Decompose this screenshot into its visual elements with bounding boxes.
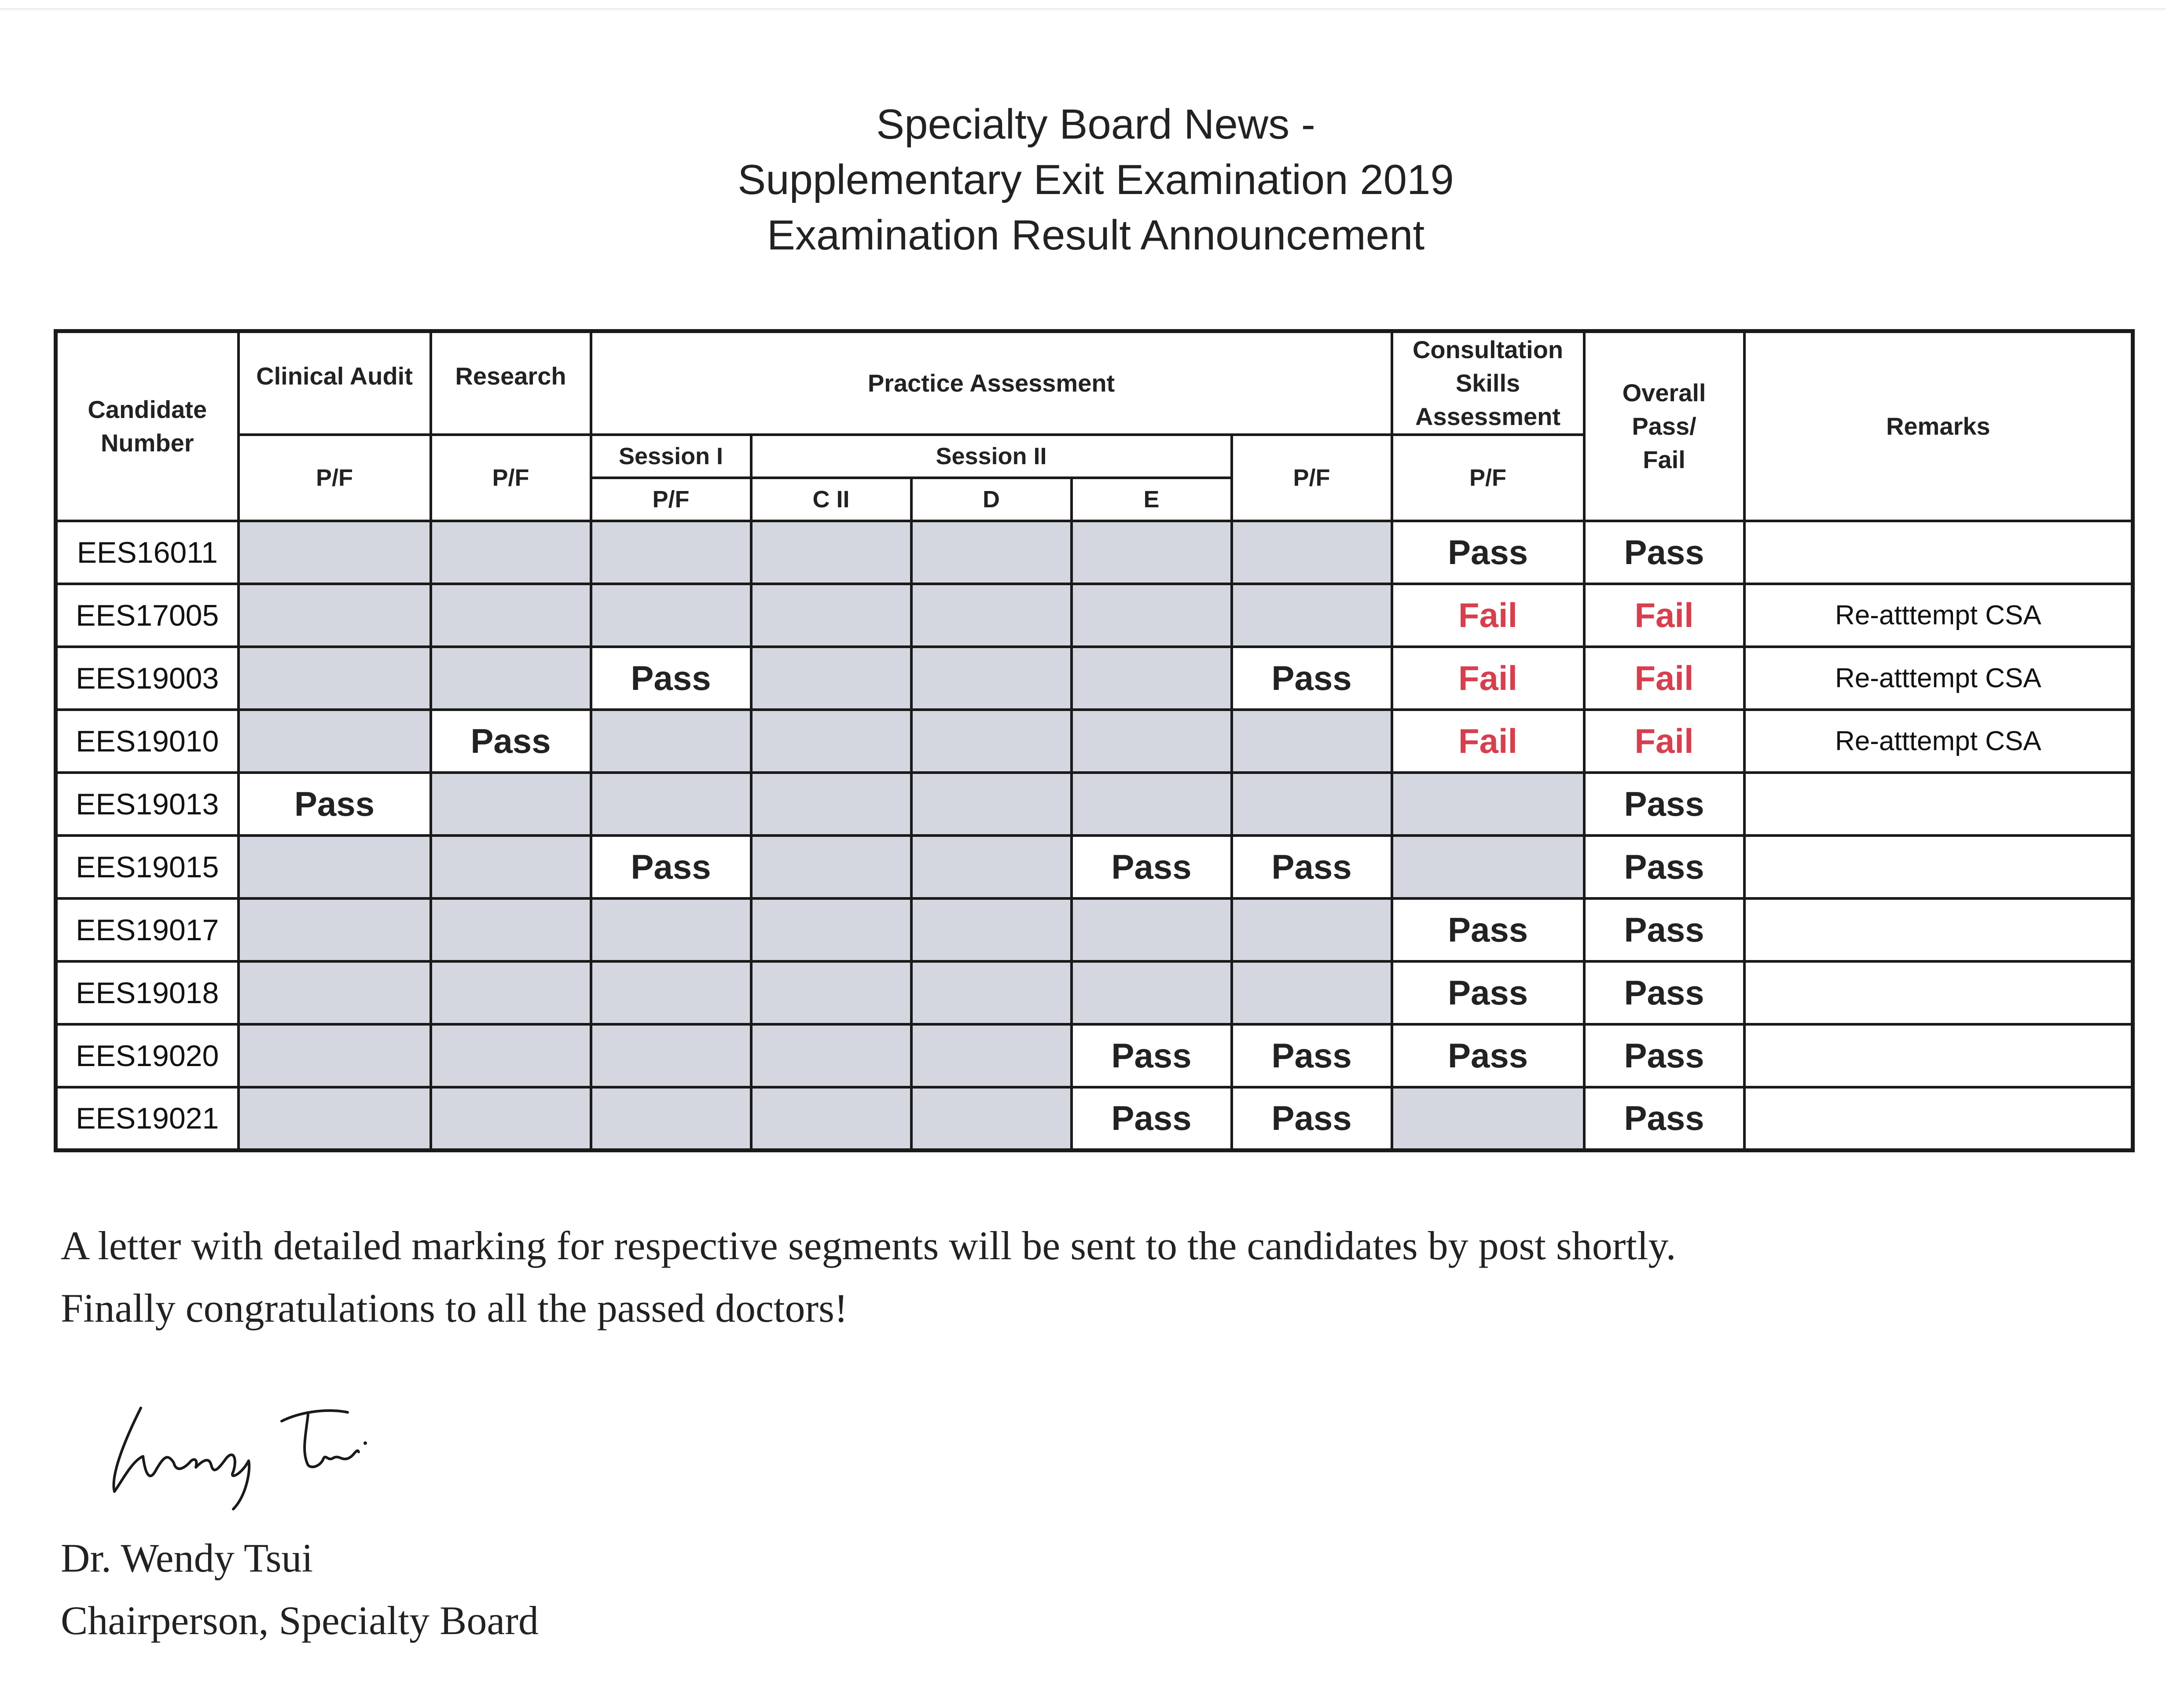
- cell-practice-pf: [1232, 961, 1392, 1024]
- candidate-number: EES19015: [56, 836, 239, 898]
- cell-overall: Fail: [1584, 710, 1744, 773]
- title-line-3: Examination Result Announcement: [767, 212, 1425, 259]
- cell-clinical-audit: [239, 647, 431, 710]
- cell-remarks: [1744, 1024, 2133, 1087]
- table-row: [56, 898, 2133, 961]
- table-row: [56, 836, 2133, 898]
- title-line-2: Supplementary Exit Examination 2019: [738, 156, 1454, 203]
- cell-remarks: [1744, 836, 2133, 898]
- cell-overall: Fail: [1584, 584, 1744, 647]
- cell-practice-pf: Pass: [1232, 1087, 1392, 1150]
- cell-d: [911, 1024, 1072, 1087]
- header-practice-assessment: Practice Assessment: [591, 331, 1392, 435]
- cell-remarks: [1744, 521, 2133, 584]
- header-session-1-pf: P/F: [591, 478, 751, 521]
- title-line-1: Specialty Board News -: [876, 101, 1315, 148]
- cell-practice-pf: Pass: [1232, 647, 1392, 710]
- cell-overall: Pass: [1584, 961, 1744, 1024]
- cell-session-1: [591, 961, 751, 1024]
- cell-c2: [751, 647, 911, 710]
- signer-name: Dr. Wendy Tsui: [61, 1536, 313, 1580]
- cell-csa-pf: [1392, 1087, 1584, 1150]
- header-c2: C II: [751, 478, 911, 521]
- candidate-number: EES19017: [56, 898, 239, 961]
- footer-line-1: A letter with detailed marking for respective segments will be sent to the candidates by post shortly.: [61, 1223, 1676, 1268]
- table-row: [56, 710, 2133, 773]
- cell-practice-pf: Pass: [1232, 1024, 1392, 1087]
- cell-remarks: [1744, 961, 2133, 1024]
- cell-clinical-audit: [239, 710, 431, 773]
- cell-csa-pf: Pass: [1392, 1024, 1584, 1087]
- cell-practice-pf: Pass: [1232, 836, 1392, 898]
- cell-c2: [751, 836, 911, 898]
- cell-e: [1072, 647, 1232, 710]
- cell-clinical-audit: [239, 1024, 431, 1087]
- cell-session-1: Pass: [591, 836, 751, 898]
- cell-session-1: [591, 584, 751, 647]
- cell-d: [911, 521, 1072, 584]
- cell-practice-pf: [1232, 898, 1392, 961]
- cell-practice-pf: [1232, 773, 1392, 836]
- header-session-2: Session II: [751, 435, 1232, 478]
- cell-c2: [751, 1024, 911, 1087]
- candidate-number: EES19013: [56, 773, 239, 836]
- cell-research: [431, 773, 591, 836]
- cell-remarks: [1744, 773, 2133, 836]
- cell-e: [1072, 710, 1232, 773]
- cell-d: [911, 898, 1072, 961]
- cell-overall: Pass: [1584, 1024, 1744, 1087]
- header-clinical-audit: Clinical Audit: [239, 331, 431, 435]
- header-research: Research: [431, 331, 591, 435]
- cell-practice-pf: [1232, 521, 1392, 584]
- signer-block: [61, 1527, 539, 1652]
- cell-d: [911, 836, 1072, 898]
- handwritten-signature: [101, 1382, 383, 1514]
- cell-c2: [751, 898, 911, 961]
- cell-research: [431, 1024, 591, 1087]
- cell-c2: [751, 521, 911, 584]
- candidate-number: EES17005: [56, 584, 239, 647]
- table-row: [56, 647, 2133, 710]
- cell-practice-pf: [1232, 584, 1392, 647]
- header-e: E: [1072, 478, 1232, 521]
- results-table: [54, 329, 2135, 1152]
- scan-edge: [0, 8, 2166, 11]
- header-practice-pf: P/F: [1232, 435, 1392, 521]
- cell-session-1: [591, 898, 751, 961]
- candidate-number: EES19021: [56, 1087, 239, 1150]
- cell-research: [431, 584, 591, 647]
- cell-e: [1072, 773, 1232, 836]
- cell-csa-pf: Pass: [1392, 521, 1584, 584]
- cell-research: [431, 1087, 591, 1150]
- table-row: [56, 773, 2133, 836]
- table-row: [56, 1024, 2133, 1087]
- signer-role: Chairperson, Specialty Board: [61, 1598, 539, 1643]
- cell-e: Pass: [1072, 1087, 1232, 1150]
- cell-csa-pf: Fail: [1392, 647, 1584, 710]
- header-research-pf: P/F: [431, 435, 591, 521]
- footer-text: [61, 1214, 1676, 1339]
- cell-d: [911, 647, 1072, 710]
- cell-remarks: [1744, 1087, 2133, 1150]
- cell-csa-pf: Fail: [1392, 584, 1584, 647]
- candidate-number: EES19018: [56, 961, 239, 1024]
- cell-clinical-audit: [239, 961, 431, 1024]
- cell-remarks: [1744, 898, 2133, 961]
- cell-research: [431, 836, 591, 898]
- header-candidate-number: Candidate Number: [56, 331, 239, 521]
- cell-csa-pf: [1392, 773, 1584, 836]
- cell-clinical-audit: Pass: [239, 773, 431, 836]
- cell-session-1: [591, 710, 751, 773]
- cell-session-1: [591, 1024, 751, 1087]
- cell-research: [431, 521, 591, 584]
- cell-d: [911, 961, 1072, 1024]
- cell-remarks: Re-atttempt CSA: [1744, 584, 2133, 647]
- cell-session-1: [591, 1087, 751, 1150]
- cell-overall: Pass: [1584, 898, 1744, 961]
- document-title: [0, 97, 2166, 263]
- cell-clinical-audit: [239, 584, 431, 647]
- cell-c2: [751, 710, 911, 773]
- cell-overall: Pass: [1584, 836, 1744, 898]
- cell-csa-pf: Pass: [1392, 961, 1584, 1024]
- cell-e: Pass: [1072, 1024, 1232, 1087]
- cell-clinical-audit: [239, 521, 431, 584]
- cell-csa-pf: Fail: [1392, 710, 1584, 773]
- cell-practice-pf: [1232, 710, 1392, 773]
- cell-session-1: Pass: [591, 647, 751, 710]
- header-row-1: [56, 331, 2133, 435]
- cell-clinical-audit: [239, 1087, 431, 1150]
- cell-e: [1072, 961, 1232, 1024]
- cell-session-1: [591, 521, 751, 584]
- header-csa-pf: P/F: [1392, 435, 1584, 521]
- results-body: [56, 521, 2133, 1150]
- cell-e: [1072, 521, 1232, 584]
- candidate-number: EES16011: [56, 521, 239, 584]
- cell-remarks: Re-atttempt CSA: [1744, 647, 2133, 710]
- footer-line-2: Finally congratulations to all the passed doctors!: [61, 1286, 848, 1330]
- header-clinical-audit-pf: P/F: [239, 435, 431, 521]
- cell-research: [431, 961, 591, 1024]
- table-row: [56, 584, 2133, 647]
- cell-session-1: [591, 773, 751, 836]
- cell-remarks: Re-atttempt CSA: [1744, 710, 2133, 773]
- header-session-1: Session I: [591, 435, 751, 478]
- cell-d: [911, 584, 1072, 647]
- cell-overall: Fail: [1584, 647, 1744, 710]
- cell-d: [911, 1087, 1072, 1150]
- cell-clinical-audit: [239, 898, 431, 961]
- cell-c2: [751, 1087, 911, 1150]
- cell-research: [431, 898, 591, 961]
- candidate-number: EES19010: [56, 710, 239, 773]
- cell-clinical-audit: [239, 836, 431, 898]
- cell-e: [1072, 584, 1232, 647]
- cell-overall: Pass: [1584, 1087, 1744, 1150]
- cell-e: Pass: [1072, 836, 1232, 898]
- cell-research: Pass: [431, 710, 591, 773]
- cell-csa-pf: [1392, 836, 1584, 898]
- cell-research: [431, 647, 591, 710]
- header-overall: Overall Pass/ Fail: [1584, 331, 1744, 521]
- cell-csa-pf: Pass: [1392, 898, 1584, 961]
- cell-overall: Pass: [1584, 521, 1744, 584]
- cell-c2: [751, 584, 911, 647]
- table-row: [56, 961, 2133, 1024]
- candidate-number: EES19003: [56, 647, 239, 710]
- header-d: D: [911, 478, 1072, 521]
- header-consultation-skills: Consultation Skills Assessment: [1392, 331, 1584, 435]
- candidate-number: EES19020: [56, 1024, 239, 1087]
- cell-d: [911, 773, 1072, 836]
- header-remarks: Remarks: [1744, 331, 2133, 521]
- cell-overall: Pass: [1584, 773, 1744, 836]
- cell-c2: [751, 773, 911, 836]
- cell-d: [911, 710, 1072, 773]
- table-row: [56, 1087, 2133, 1150]
- table-row: [56, 521, 2133, 584]
- cell-e: [1072, 898, 1232, 961]
- cell-c2: [751, 961, 911, 1024]
